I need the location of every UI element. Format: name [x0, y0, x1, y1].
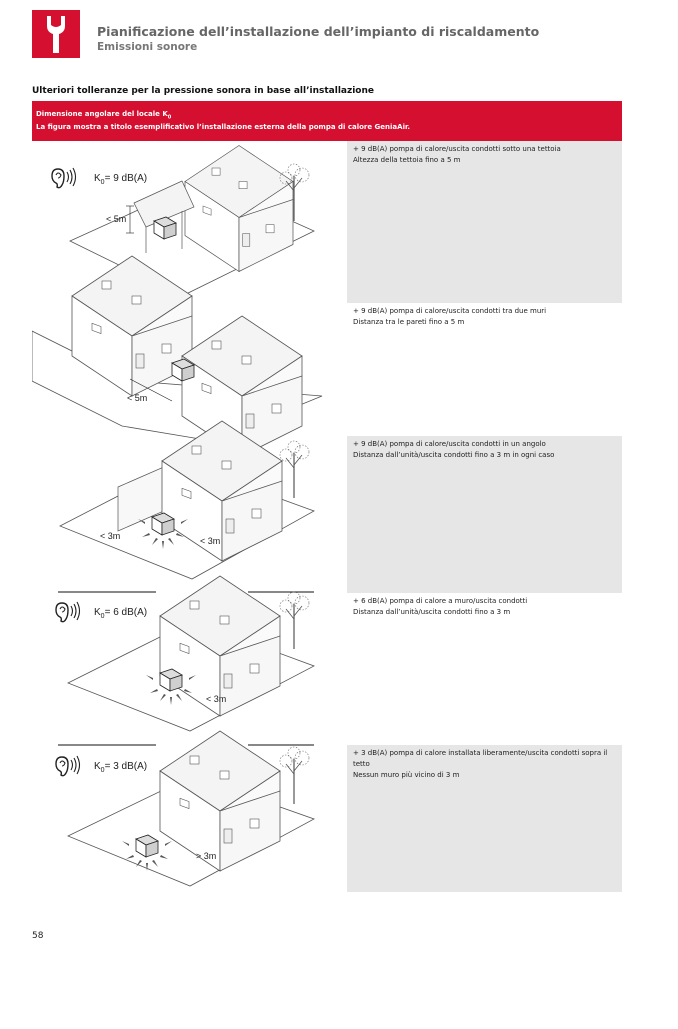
row-canopy [347, 141, 622, 303]
k0-6-label [94, 607, 147, 620]
page-title: Pianificazione dell’installazione dell’impianto di riscaldamento [97, 24, 540, 39]
dim-canopy-height: < 5m [106, 214, 127, 224]
k0-3-sub: 0 [100, 767, 105, 774]
row-free [347, 745, 622, 892]
k0-9-sub: 0 [100, 179, 105, 186]
scene-corner [60, 421, 314, 579]
dim-corner-left: < 3m [100, 531, 121, 541]
row-free-line-2: Nessun muro più vicino di 3 m [353, 771, 460, 779]
dim-wall-3m: < 3m [206, 694, 227, 704]
row-two-walls [347, 303, 622, 436]
wrench-icon [32, 10, 80, 58]
row-two-walls-line-1: + 9 dB(A) pompa di calore/uscita condotti tra due muri [353, 307, 547, 315]
k0-3-value: = 3 dB(A) [104, 761, 148, 772]
scene-canopy [52, 146, 314, 297]
scene-two-walls [32, 256, 322, 456]
row-wall-line-2: Distanza dall’unità/uscita condotti fino a 3 m [353, 608, 511, 616]
banner-k0-subscript: 0 [167, 114, 172, 121]
row-two-walls-line-2: Distanza tra le pareti fino a 5 m [353, 318, 465, 326]
banner-line-2: La figura mostra a titolo esemplificativo l’installazione esterna della pompa di calore GeniaAir. [36, 123, 411, 131]
page-subtitle: Emissioni sonore [97, 41, 198, 53]
row-corner [347, 436, 622, 593]
k0-9-k: K [94, 173, 101, 184]
dim-free-3m: > 3m [196, 851, 217, 861]
section-title: Ulteriori tolleranze per la pressione sonora in base all’installazione [32, 86, 374, 96]
row-wall [347, 593, 622, 745]
dim-corner-right: < 3m [200, 536, 221, 546]
row-corner-line-2: Distanza dall’unità/uscita condotti fino a 3 m in ogni caso [353, 451, 555, 459]
row-free-line-1: + 3 dB(A) pompa di calore installata liberamente/uscita condotti sopra il tetto [353, 749, 608, 768]
row-wall-line-1: + 6 dB(A) pompa di calore a muro/uscita condotti [353, 597, 528, 605]
installation-illustrations [32, 141, 348, 1029]
k0-9-value: = 9 dB(A) [104, 173, 148, 184]
k0-3-label [94, 761, 147, 774]
k0-6-k: K [94, 607, 101, 618]
row-corner-line-1: + 9 dB(A) pompa di calore/uscita condotti in un angolo [353, 440, 546, 448]
logo-badge [32, 10, 80, 58]
scene-free [56, 731, 314, 886]
banner-line-1-text: Dimensione angolare del locale K [36, 110, 168, 118]
k0-3-k: K [94, 761, 101, 772]
scene-wall [56, 576, 314, 731]
k0-9-label [94, 173, 147, 186]
k0-6-sub: 0 [100, 613, 105, 620]
row-canopy-line-2: Altezza della tettoia fino a 5 m [353, 156, 461, 164]
banner-line-1 [36, 110, 171, 120]
page-number: 58 [32, 931, 44, 941]
k0-6-value: = 6 dB(A) [104, 607, 148, 618]
dim-wall-distance: < 5m [127, 393, 148, 403]
info-banner [32, 101, 622, 141]
row-canopy-line-1: + 9 dB(A) pompa di calore/uscita condotti sotto una tettoia [353, 145, 561, 153]
